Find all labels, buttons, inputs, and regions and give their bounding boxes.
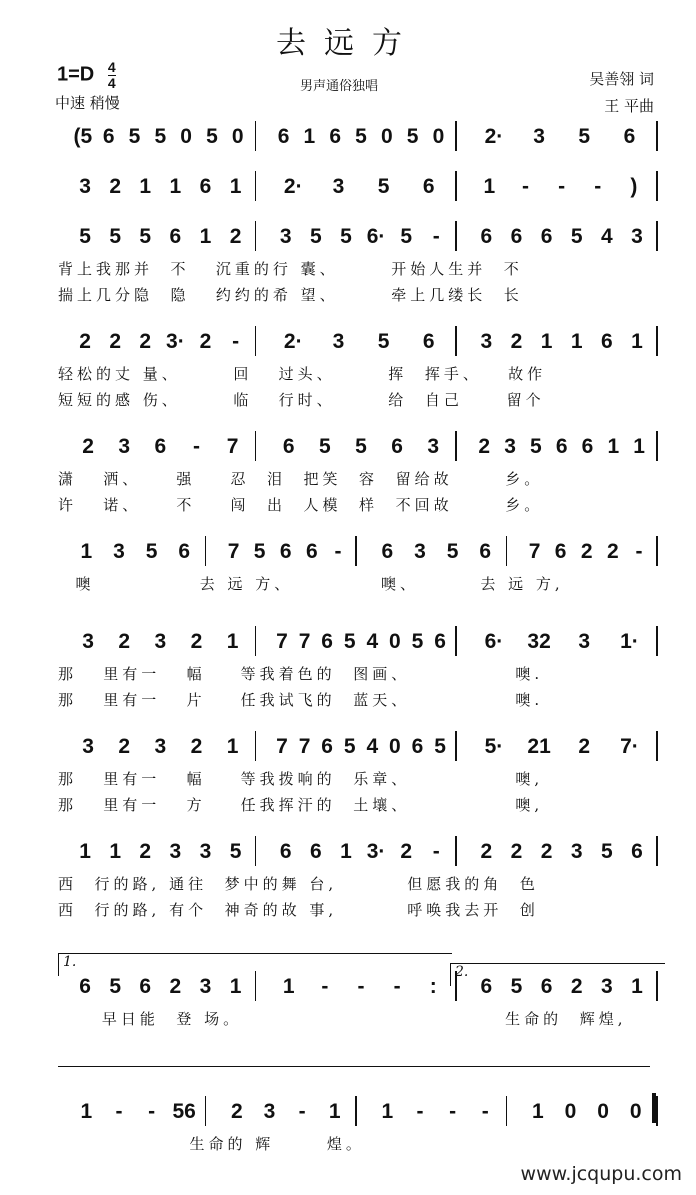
note: 1 xyxy=(570,330,583,353)
note: 5 xyxy=(343,735,356,758)
note: 7 xyxy=(298,735,311,758)
note: 1 xyxy=(328,1100,341,1123)
note: 6 xyxy=(279,540,292,563)
note: 3 xyxy=(600,975,613,998)
barline xyxy=(255,121,257,151)
note: 1 xyxy=(80,1100,93,1123)
barline xyxy=(355,1096,357,1126)
note: 1 xyxy=(229,975,242,998)
barline xyxy=(255,731,257,761)
note: 1 xyxy=(282,975,295,998)
lyric-line: 许 诺、 不 闯 出 人模 样 不回故 乡。 xyxy=(58,496,544,514)
note: 6 xyxy=(309,840,322,863)
note: - xyxy=(148,1100,156,1123)
note: 0 xyxy=(597,1100,609,1123)
lyric-line: 轻松的丈 量、 回 过头、 挥 挥手、 故作 xyxy=(58,365,547,383)
volta-second-ending: 2. xyxy=(450,963,665,986)
note: 3 xyxy=(414,540,426,563)
lyric-line: 那 里有一 幅 等我拨响的 乐章、 噢, xyxy=(58,770,544,788)
note: 7 xyxy=(227,540,240,563)
note: 5 xyxy=(578,125,591,148)
note: 1 xyxy=(169,175,182,198)
note: 1 xyxy=(226,735,239,758)
note: 3 xyxy=(332,175,345,198)
note: 0 xyxy=(231,125,244,148)
note: 1 xyxy=(79,840,91,863)
note: 2 xyxy=(580,540,593,563)
note: 3 xyxy=(82,735,94,758)
barline xyxy=(205,536,207,566)
composer-credit: 王 平曲 xyxy=(604,97,654,115)
note: 1 xyxy=(229,175,242,198)
note: 2 xyxy=(79,330,91,353)
note: 5 xyxy=(206,125,218,148)
note: 3 xyxy=(533,125,545,148)
note: 6 xyxy=(306,540,318,563)
note: 0 xyxy=(380,125,393,148)
watermark: www.jcqupu.com xyxy=(520,1163,682,1185)
note: - xyxy=(192,435,200,458)
note: 5 xyxy=(570,225,583,248)
note: 3 xyxy=(570,840,583,863)
lyric-line: 西 行的路, 有个 神奇的故 事, 呼唤我去开 创 xyxy=(58,901,539,919)
note: 5 xyxy=(343,630,356,653)
note: 2 xyxy=(82,435,94,458)
note: 6 xyxy=(321,735,333,758)
note: 5 xyxy=(530,435,542,458)
note: 6· xyxy=(366,225,386,248)
note: 2 xyxy=(118,735,131,758)
note: 5 xyxy=(411,630,424,653)
note: 2 xyxy=(109,330,121,353)
note: 1 xyxy=(80,540,93,563)
barline xyxy=(506,536,508,566)
note: - xyxy=(334,540,342,563)
note: 7· xyxy=(620,735,639,758)
note: 3· xyxy=(166,330,185,353)
barline xyxy=(656,431,658,461)
note: 5 xyxy=(355,125,367,148)
note: - xyxy=(298,1100,306,1123)
barline xyxy=(656,836,658,866)
note: 2 xyxy=(199,330,212,353)
barline xyxy=(455,626,457,656)
note: ) xyxy=(630,175,638,198)
note: 1 xyxy=(631,975,643,998)
note: 3 xyxy=(199,975,212,998)
note: 1 xyxy=(199,225,212,248)
barline xyxy=(656,326,658,356)
note: 6 xyxy=(381,540,394,563)
barline xyxy=(255,221,257,251)
note: 6 xyxy=(169,225,182,248)
note: 0 xyxy=(629,1100,642,1123)
note: 0 xyxy=(432,125,445,148)
note: 2 xyxy=(190,735,203,758)
note: 6 xyxy=(480,225,493,248)
note: 7 xyxy=(298,630,311,653)
note: 7 xyxy=(226,435,239,458)
time-signature: $\frac{4}{4}$ xyxy=(107,59,116,91)
lyric-line: 噢 去 远 方、 噢、 去 远 方, xyxy=(58,575,564,593)
note: 5 xyxy=(145,540,158,563)
lyric-line: 生命的 辉 煌。 xyxy=(58,1135,365,1153)
barline xyxy=(656,626,658,656)
tie-bracket-line xyxy=(58,1066,650,1067)
note: - xyxy=(558,175,566,198)
note: 0 xyxy=(389,630,401,653)
note: 3 xyxy=(169,840,182,863)
note: - xyxy=(481,1100,489,1123)
note: 6 xyxy=(102,125,115,148)
barline xyxy=(455,326,457,356)
note: 2 xyxy=(230,1100,243,1123)
note: 1 xyxy=(109,840,121,863)
note: 2 xyxy=(229,225,242,248)
note: : xyxy=(429,975,437,998)
note: 1 xyxy=(607,435,620,458)
note: 6 xyxy=(600,330,613,353)
note: (5 xyxy=(73,125,93,148)
note: - xyxy=(416,1100,424,1123)
note: - xyxy=(115,1100,123,1123)
note: 3 xyxy=(154,735,167,758)
barline xyxy=(255,626,257,656)
note: 2 xyxy=(480,840,493,863)
note: 1 xyxy=(340,840,352,863)
barline xyxy=(455,431,457,461)
note: 5 xyxy=(154,125,167,148)
note: 5 xyxy=(139,225,152,248)
note: 2 xyxy=(478,435,491,458)
note: 6 xyxy=(540,975,553,998)
barline xyxy=(255,326,257,356)
note: 1 xyxy=(631,330,643,353)
lyric-line: 西 行的路, 通往 梦中的舞 台, 但愿我的角 色 xyxy=(58,875,539,893)
note: 5 xyxy=(253,540,266,563)
barline xyxy=(255,836,257,866)
performance-type: 男声通俗独唱 xyxy=(300,79,379,94)
note: 6 xyxy=(282,435,295,458)
note: 2 xyxy=(510,840,523,863)
note: 2 xyxy=(109,175,121,198)
note: 3 xyxy=(504,435,516,458)
note: 5 xyxy=(79,225,91,248)
note: 6 xyxy=(391,435,403,458)
barline xyxy=(355,536,357,566)
note: 6 xyxy=(79,975,91,998)
lyric-line: 那 里有一 片 任我试飞的 蓝天、 噢. xyxy=(58,691,544,709)
note: 3 xyxy=(82,630,94,653)
note: - xyxy=(232,330,240,353)
note: 5 xyxy=(510,975,523,998)
lyric-line: 短短的感 伤、 临 行时、 给 自己 留个 xyxy=(58,391,545,409)
barline xyxy=(506,1096,508,1126)
note: 6 xyxy=(434,630,446,653)
note: 3 xyxy=(113,540,125,563)
barline xyxy=(656,221,658,251)
note: 2 xyxy=(540,840,553,863)
note: - xyxy=(357,975,365,998)
note: 3 xyxy=(154,630,167,653)
note: - xyxy=(321,975,329,998)
note: 3 xyxy=(578,630,591,653)
barline xyxy=(255,431,257,461)
note: 6 xyxy=(422,330,435,353)
barline xyxy=(455,731,457,761)
note: 6 xyxy=(329,125,342,148)
note: 6 xyxy=(554,540,567,563)
note: 1 xyxy=(531,1100,544,1123)
note: 6 xyxy=(154,435,167,458)
note: 32 xyxy=(527,630,551,653)
note: 2· xyxy=(283,330,303,353)
note: 5 xyxy=(406,125,419,148)
note: 21 xyxy=(527,735,551,758)
note: 4 xyxy=(366,630,379,653)
note: 2 xyxy=(139,840,152,863)
note: 5 xyxy=(340,225,352,248)
note: 1 xyxy=(139,175,152,198)
note: 1 xyxy=(483,175,496,198)
note: 6 xyxy=(581,435,594,458)
note: 5 xyxy=(319,435,331,458)
note: 6 xyxy=(277,125,290,148)
note: 2 xyxy=(190,630,203,653)
note: 2 xyxy=(510,330,523,353)
note: 5 xyxy=(109,225,121,248)
note: 6 xyxy=(199,175,212,198)
barline xyxy=(455,171,457,201)
final-barline xyxy=(652,1093,656,1123)
note: 2 xyxy=(607,540,619,563)
note: 5· xyxy=(484,735,504,758)
note: 5 xyxy=(434,735,446,758)
note: 7 xyxy=(276,735,288,758)
note: 6 xyxy=(479,540,492,563)
barline xyxy=(455,836,457,866)
note: 3 xyxy=(79,175,91,198)
note: 5 xyxy=(400,225,412,248)
note: 4 xyxy=(366,735,379,758)
note: - xyxy=(432,840,440,863)
note: 6 xyxy=(540,225,553,248)
note: 5 xyxy=(355,435,367,458)
note: 5 xyxy=(229,840,242,863)
note: 2 xyxy=(118,630,131,653)
lyric-line: 早日能 登 场。 生命的 辉煌, xyxy=(58,1010,627,1028)
barline xyxy=(656,171,658,201)
note: 3 xyxy=(631,225,643,248)
note: - xyxy=(635,540,643,563)
note: 3 xyxy=(263,1100,276,1123)
note: 0 xyxy=(564,1100,577,1123)
note: 7 xyxy=(528,540,541,563)
note: 6 xyxy=(555,435,568,458)
lyric-line: 那 里有一 幅 等我着色的 图画、 噢. xyxy=(58,665,544,683)
note: 2 xyxy=(578,735,591,758)
lyric-line: 揣上几分隐 隐 约约的希 望、 牵上几缕长 长 xyxy=(58,286,523,304)
note: 3· xyxy=(366,840,386,863)
note: 3 xyxy=(480,330,493,353)
note: 6 xyxy=(623,125,636,148)
barline xyxy=(656,731,658,761)
barline xyxy=(656,1096,658,1126)
note: 3 xyxy=(118,435,131,458)
key-signature: 1=D $\frac{4}{4}$ xyxy=(57,59,116,91)
note: 2· xyxy=(484,125,504,148)
note: - xyxy=(393,975,401,998)
note: 3 xyxy=(279,225,292,248)
note: 3 xyxy=(199,840,212,863)
lyric-line: 潇 洒、 强 忍 泪 把笑 容 留给故 乡。 xyxy=(58,470,544,488)
lyric-line: 背上我那并 不 沉重的行 囊、 开始人生并 不 xyxy=(58,260,523,278)
note: 2· xyxy=(283,175,303,198)
note: 5 xyxy=(446,540,459,563)
lyricist-credit: 吴善翎 词 xyxy=(589,70,654,88)
note: 5 xyxy=(128,125,141,148)
note: 1 xyxy=(303,125,316,148)
note: 1 xyxy=(381,1100,394,1123)
note: 3 xyxy=(427,435,440,458)
note: 6 xyxy=(480,975,493,998)
note: 1· xyxy=(620,630,639,653)
note: 6 xyxy=(279,840,292,863)
note: 6 xyxy=(422,175,435,198)
note: 2 xyxy=(139,330,152,353)
note: 0 xyxy=(180,125,192,148)
note: 6 xyxy=(411,735,424,758)
note: 5 xyxy=(377,175,390,198)
note: 5 xyxy=(309,225,322,248)
barline xyxy=(255,171,257,201)
note: - xyxy=(449,1100,457,1123)
note: 6 xyxy=(321,630,333,653)
note: 3 xyxy=(332,330,345,353)
note: 2 xyxy=(400,840,412,863)
note: 0 xyxy=(389,735,401,758)
score-title: 去远方 xyxy=(276,26,420,61)
note: 6 xyxy=(139,975,152,998)
note: 6 xyxy=(631,840,643,863)
note: 2 xyxy=(570,975,583,998)
note: 6 xyxy=(510,225,523,248)
barline xyxy=(656,121,658,151)
note: 1 xyxy=(226,630,239,653)
note: 5 xyxy=(377,330,390,353)
note: 6· xyxy=(484,630,504,653)
note: 5 xyxy=(600,840,613,863)
note: - xyxy=(432,225,440,248)
note: 5 xyxy=(109,975,121,998)
note: - xyxy=(522,175,530,198)
note: 7 xyxy=(276,630,288,653)
note: 2 xyxy=(169,975,182,998)
note: 1 xyxy=(540,330,553,353)
tempo-marking: 中速 稍慢 xyxy=(55,94,120,112)
barline xyxy=(656,536,658,566)
note: 56 xyxy=(172,1100,196,1123)
barline xyxy=(455,221,457,251)
note: - xyxy=(594,175,602,198)
note: 6 xyxy=(178,540,191,563)
barline xyxy=(455,121,457,151)
volta-first-ending: 1. xyxy=(58,953,452,976)
note: 1 xyxy=(633,435,645,458)
lyric-line: 那 里有一 方 任我挥汗的 土壤、 噢, xyxy=(58,796,544,814)
barline xyxy=(205,1096,207,1126)
note: 4 xyxy=(600,225,613,248)
